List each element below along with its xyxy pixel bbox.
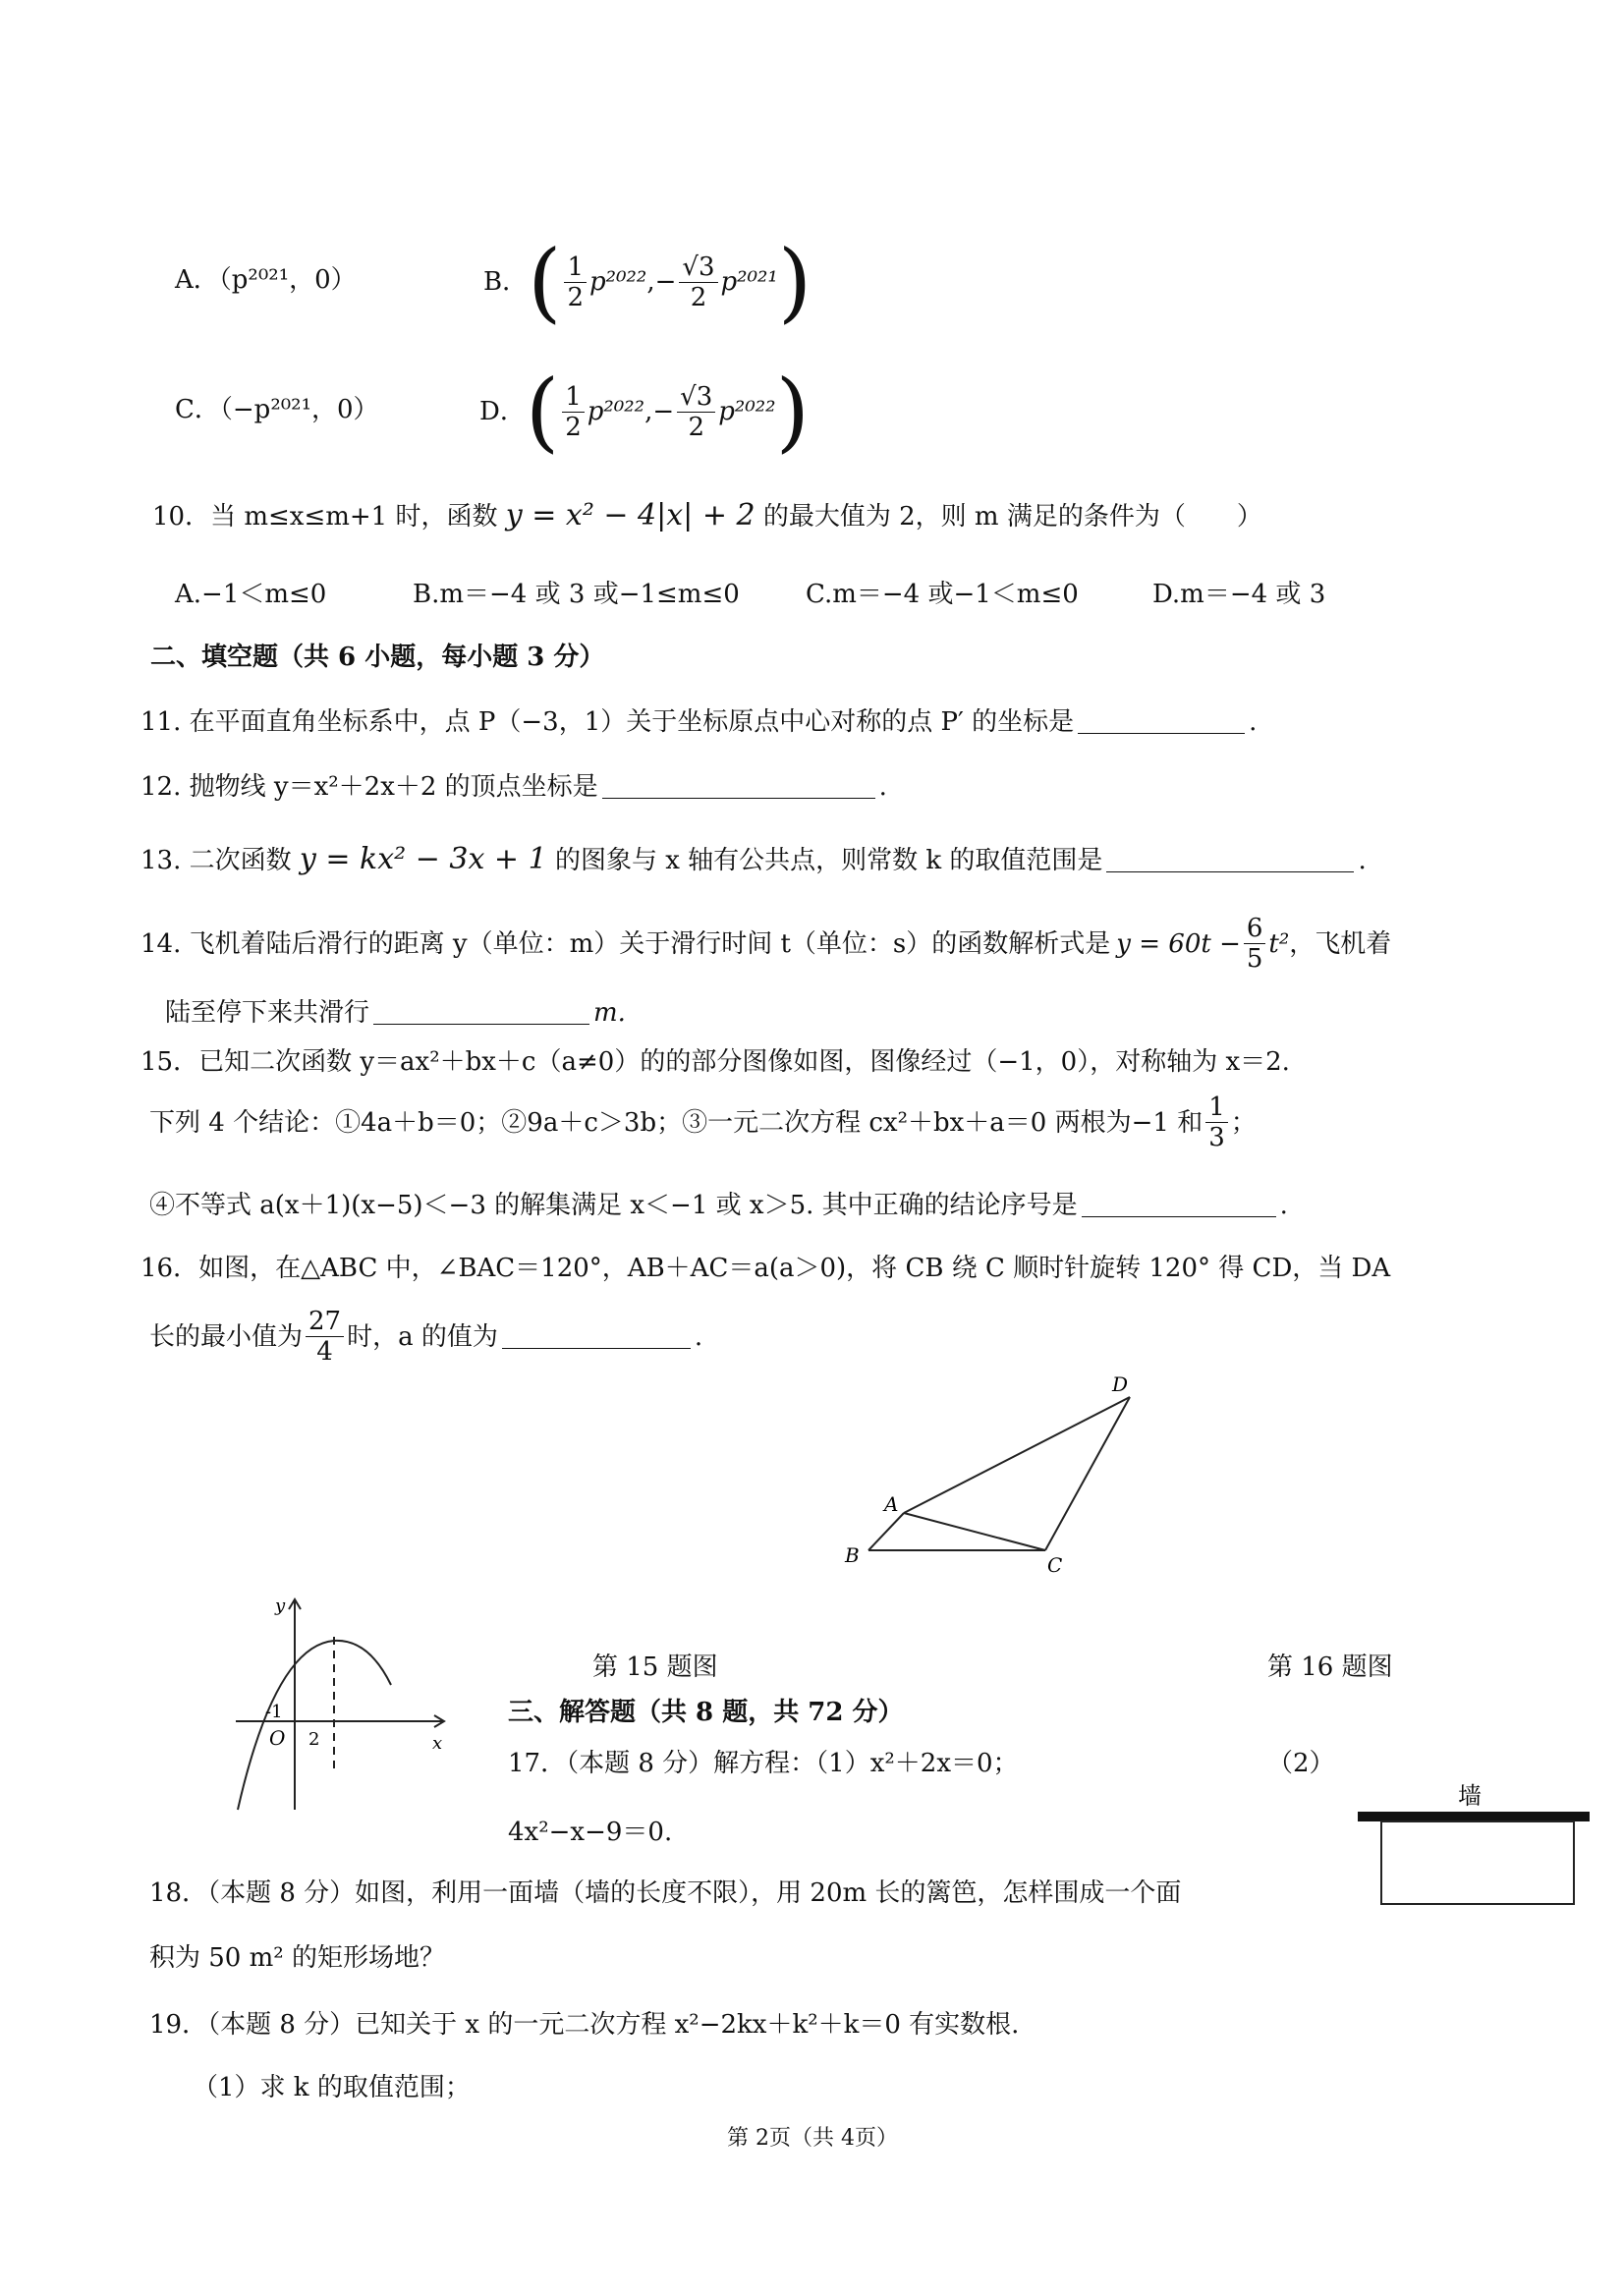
- label-d: D: [1112, 1372, 1129, 1396]
- q16-line2: 长的最小值为 $\frac{27}{4}$ 时，a 的值为 .: [149, 1307, 703, 1367]
- q9-option-d: D． ( $\frac{1}{2}$ p²⁰²² ,− $\frac{√3}{2}$ p²⁰²² ): [479, 361, 810, 462]
- label-a: A: [884, 1492, 899, 1516]
- q13: 13. 二次函数 y = kx² − 3x + 1 的图象与 x 轴有公共点，则常数 k 的取值范围是 .: [140, 842, 1367, 876]
- figure-15-parabola: [226, 1592, 462, 1813]
- q17-line2: 4x²−x−9＝0.: [508, 1818, 673, 1847]
- q18-line1: 18．（本题 8 分）如图，利用一面墙（墙的长度不限），用 20m 长的篱笆，怎样围成一个面: [149, 1878, 1182, 1908]
- q14-line1: 14. 飞机着陆后滑行的距离 y（单位：m）关于滑行时间 t（单位：s）的函数解析式是 y = 60t − $\frac{6}{5}$ t² ，飞机着: [140, 914, 1392, 974]
- q11: 11. 在平面直角坐标系中，点 P（−3，1）关于坐标原点中心对称的点 P′ 的坐标是 .: [140, 707, 1258, 737]
- origin-label: O: [269, 1726, 286, 1750]
- label-c: C: [1047, 1553, 1063, 1577]
- label-b: B: [845, 1543, 860, 1567]
- x-axis-label: x: [432, 1733, 443, 1754]
- q9-option-d-label: D．: [479, 397, 526, 426]
- wall-bar: [1358, 1812, 1590, 1821]
- q9-option-b: B． ( $\frac{1}{2}$ p²⁰²² ,− $\frac{√3}{2}$ p²⁰²¹ ): [483, 231, 812, 332]
- q16-line1: 16．如图，在△ABC 中，∠BAC＝120°，AB＋AC＝a(a＞0)，将 CB 绕 C 顺时针旋转 120° 得 CD，当 DA: [140, 1254, 1391, 1283]
- figure-18-wall: [1346, 1770, 1601, 1918]
- caption-fig16: 第 16 题图: [1267, 1652, 1393, 1682]
- fence-rectangle: [1381, 1821, 1574, 1904]
- wall-label: 墙: [1458, 1782, 1482, 1810]
- figure-16-triangle: [825, 1366, 1159, 1582]
- q18-line2: 积为 50 m² 的矩形场地？: [149, 1943, 445, 1973]
- q10-stem: 10．当 m≤x≤m+1 时，函数 y = x² − 4|x| + 2 的最大值为 2，则 m 满足的条件为（ ）: [152, 498, 1262, 532]
- parabola-curve: [238, 1641, 391, 1810]
- q14-line2: 陆至停下来共滑行 m.: [165, 998, 626, 1028]
- q9-option-b-label: B．: [483, 267, 529, 297]
- q15-line3: ④不等式 a(x＋1)(x−5)＜−3 的解集满足 x＜−1 或 x＞5. 其中正确的结论序号是 .: [149, 1191, 1288, 1220]
- caption-fig15: 第 15 题图: [592, 1652, 718, 1682]
- q10-option-a: A.−1＜m≤0: [175, 580, 327, 609]
- q17-part2-label: （2）: [1267, 1749, 1335, 1778]
- q10-option-c: C.m＝−4 或−1＜m≤0: [806, 580, 1079, 609]
- section-heading-answer: 三、解答题（共 8 题，共 72 分）: [508, 1698, 904, 1727]
- label-neg1: -1: [265, 1702, 283, 1722]
- q10-option-b: B.m＝−4 或 3 或−1≤m≤0: [413, 580, 740, 609]
- q9-option-a: A．（p²⁰²¹，0）: [175, 265, 357, 295]
- q19-line2: （1）求 k 的取值范围；: [193, 2073, 471, 2102]
- segment-ac: [904, 1513, 1045, 1550]
- segment-ab: [868, 1513, 904, 1550]
- label-two: 2: [308, 1729, 320, 1750]
- q15-line1: 15．已知二次函数 y＝ax²＋bx＋c（a≠0）的的部分图像如图，图像经过（−1，0），对称轴为 x＝2.: [140, 1047, 1290, 1077]
- page-footer: 第 2页（共 4页）: [727, 2126, 898, 2151]
- q15-line2: 下列 4 个结论：①4a＋b＝0；②9a＋c＞3b；③一元二次方程 cx²＋bx＋a＝0 两根为−1 和 $\frac{1}{3}$ ；: [149, 1092, 1257, 1152]
- y-axis-label: y: [275, 1596, 286, 1616]
- q12: 12. 抛物线 y＝x²＋2x＋2 的顶点坐标是 .: [140, 772, 887, 802]
- q10-option-d: D.m＝−4 或 3: [1152, 580, 1326, 609]
- segment-ad: [904, 1397, 1130, 1513]
- q19-line1: 19．（本题 8 分）已知关于 x 的一元二次方程 x²−2kx＋k²＋k＝0 有实数根.: [149, 2010, 1020, 2040]
- q9-option-c: C．（−p²⁰²¹，0）: [175, 395, 379, 424]
- section-heading-fill-in: 二、填空题（共 6 小题，每小题 3 分）: [150, 643, 605, 672]
- segment-cd: [1045, 1397, 1130, 1550]
- q17-line1: 17．（本题 8 分）解方程：（1）x²＋2x＝0；: [508, 1749, 1019, 1778]
